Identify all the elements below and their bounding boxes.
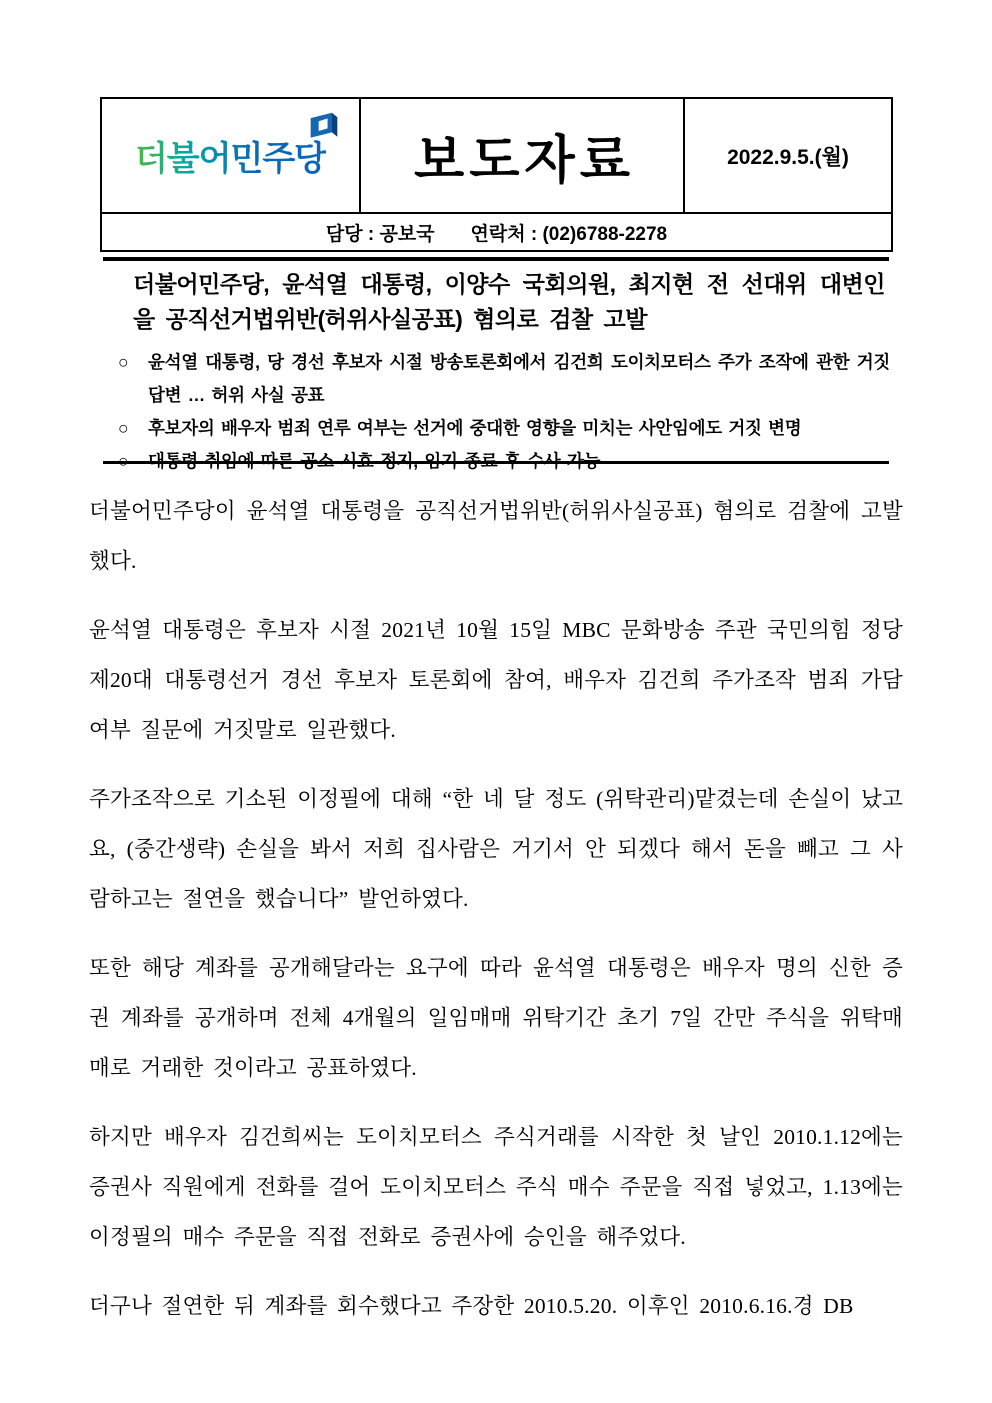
summary-bullet-list	[118, 346, 890, 478]
article-body	[89, 486, 903, 1350]
contact-row	[102, 212, 891, 250]
header-table-top-row	[102, 99, 891, 212]
body-paragraph: 더구나 절연한 뒤 계좌를 회수했다고 주장한 2010.5.20. 이후인 2010.6.16.경 DB	[89, 1294, 854, 1318]
summary-bullet-text: 후보자의 배우자 범죄 연루 여부는 선거에 중대한 영향을 미치는 사안임에도 거짓 변명	[148, 418, 802, 438]
summary-bullet	[118, 412, 890, 445]
bullet-circle-icon: ○	[118, 352, 129, 372]
body-paragraph: 또한 해당 계좌를 공개해달라는 요구에 따라 윤석열 대통령은 배우자 명의 신한 증권 계좌를 공개하며 전체 4개월의 일임매매 위탁기간 초기 7일 간만 주식을 위탁매매로 거래한 것이라고 공표하였다.	[89, 956, 903, 1080]
bullet-circle-icon: ○	[118, 418, 129, 438]
doc-date-cell	[685, 99, 891, 212]
doc-type-title-cell	[361, 99, 685, 212]
party-logo-cell	[102, 99, 361, 212]
summary-bullet	[118, 346, 890, 412]
body-paragraph: 윤석열 대통령은 후보자 시절 2021년 10월 15일 MBC 문화방송 주관 국민의힘 정당 제20대 대통령선거 경선 후보자 토론회에 참여, 배우자 김건희 주가조작 범죄 가담여부 질문에 거짓말로 일관했다.	[89, 618, 903, 742]
divider-bottom	[103, 461, 889, 464]
doc-type-title: 보도자료	[414, 132, 635, 190]
body-paragraph: 더불어민주당이 윤석열 대통령을 공직선거법위반(허위사실공표) 혐의로 검찰에 고발했다.	[89, 499, 903, 573]
body-paragraph: 주가조작으로 기소된 이정필에 대해 “한 네 달 정도 (위탁관리)맡겼는데 손실이 났고요, (중간생략) 손실을 봐서 저희 집사람은 거기서 안 되겠다 해서 돈을 빼고 그 사람하고는 절연을 했습니다” 발언하였다.	[89, 787, 903, 911]
divider-top	[103, 257, 889, 261]
header-table	[100, 97, 893, 252]
contact-staff: 담당 : 공보국	[325, 223, 435, 245]
party-logo-text: 더불어민주당	[134, 140, 327, 178]
summary-bullet-text: 윤석열 대통령, 당 경선 후보자 시절 방송토론회에서 김건희 도이치모터스 주가 조작에 관한 거짓 답변 … 허위 사실 공표	[148, 352, 890, 405]
party-logo	[135, 131, 326, 180]
doc-date: 2022.9.5.(월)	[727, 145, 849, 169]
headline: 더불어민주당, 윤석열 대통령, 이양수 국회의원, 최지현 전 선대위 대변인을 공직선거법위반(허위사실공표) 혐의로 검찰 고발	[133, 271, 885, 332]
body-paragraph: 하지만 배우자 김건희씨는 도이치모터스 주식거래를 시작한 첫 날인 2010.1.12에는 증권사 직원에게 전화를 걸어 도이치모터스 주식 매수 주문을 직접 넣었고, 1.13에는 이정필의 매수 주문을 직접 전화로 증권사에 승인을 해주었다.	[89, 1125, 903, 1249]
party-flag-icon	[308, 111, 340, 143]
contact-phone: 연락처 : (02)6788-2278	[470, 223, 668, 245]
